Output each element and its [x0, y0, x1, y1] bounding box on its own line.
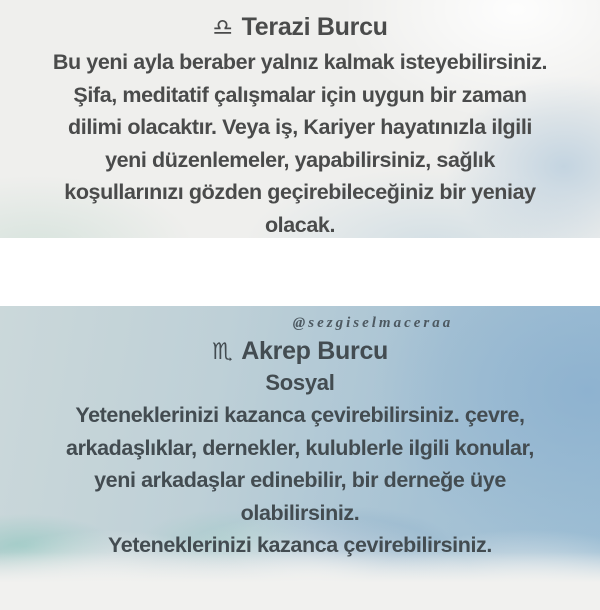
akrep-title: Akrep Burcu	[241, 337, 389, 365]
libra-icon: ♎	[212, 15, 233, 41]
terazi-line: Bu yeni ayla beraber yalnız kalmak isteyebilirsiniz.	[52, 50, 548, 74]
terazi-line: yeni düzenlemeler, yapabilirsiniz, sağlık	[105, 147, 495, 172]
akrep-title-row	[0, 337, 600, 366]
separator-band	[0, 238, 600, 306]
akrep-line: Yeteneklerinizi kazanca çevirebilirsiniz. çevre,	[75, 403, 525, 427]
terazi-line: olacak.	[264, 212, 336, 237]
akrep-line: Yeteneklerinizi kazanca çevirebilirsiniz.	[108, 533, 492, 557]
terazi-line: dilimi olacaktır. Veya iş, Kariyer hayatınızla ilgili	[68, 115, 532, 139]
akrep-section	[0, 306, 600, 610]
terazi-line: koşullarınızı gözden geçirebileceğiniz bir yeniay	[64, 180, 536, 204]
terazi-paragraph	[0, 46, 600, 238]
terazi-title: Terazi Burcu	[241, 13, 388, 41]
akrep-line: arkadaşlıklar, dernekler, kulublerle ilgili konular,	[66, 435, 534, 460]
akrep-line: yeni arkadaşlar edinebilir, bir derneğe üye	[94, 468, 506, 492]
account-handle-watermark: @sezgiselmaceraa	[292, 315, 454, 331]
akrep-line: olabilirsiniz.	[240, 500, 360, 525]
akrep-paragraph	[0, 399, 600, 562]
scorpio-icon: ♏	[211, 339, 233, 365]
terazi-line: Şifa, meditatif çalışmalar için uygun bir zaman	[73, 82, 527, 107]
terazi-title-row	[0, 0, 600, 42]
akrep-subtitle: Sosyal	[265, 370, 335, 395]
terazi-section	[0, 0, 600, 238]
